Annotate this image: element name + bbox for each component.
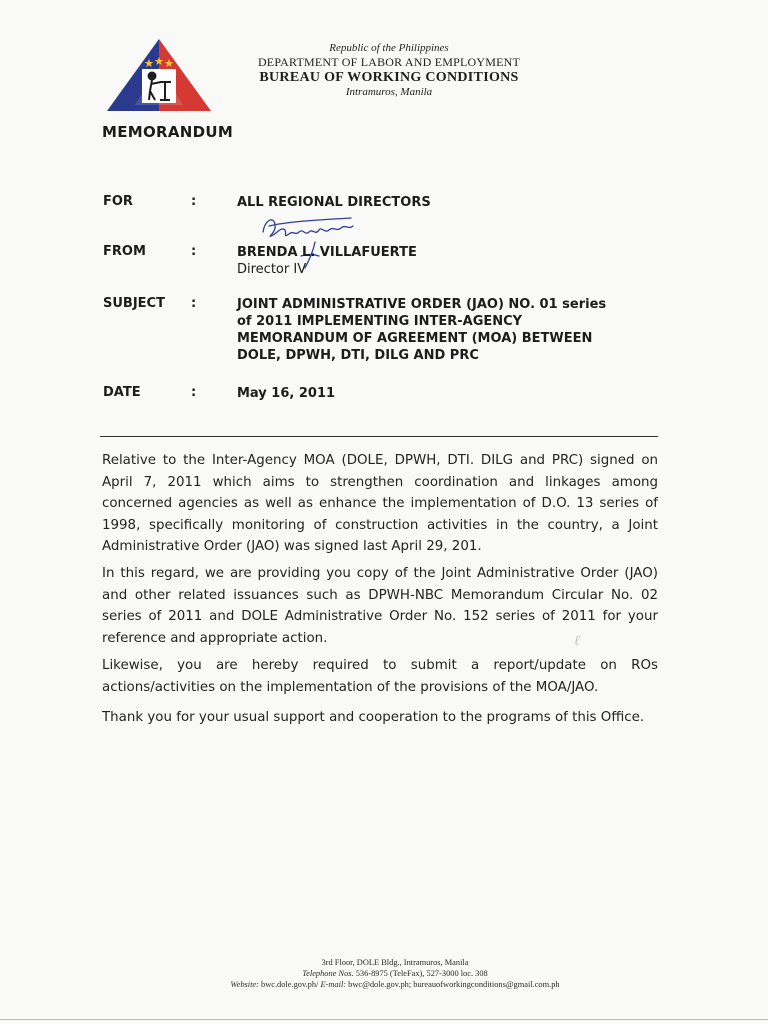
footer-telephone — [110, 968, 680, 979]
footer-address: 3rd Floor, DOLE Bldg., Intramuros, Manila — [321, 958, 469, 967]
body-paragraph-1: Relative to the Inter-Agency MOA (DOLE, DPWH, DTI. DILG and PRC) signed on April 7, 2011 which aims to strengthen coordination and linkages among concerned agencies as well as enhance the implementation of D.O. 13 series of 1998, specifically monitoring of construction activities in the country, a Joint Administrative Order (JAO) was signed last April 29, 201. — [102, 453, 658, 554]
from-label: FROM — [103, 244, 146, 259]
date-value: May 16, 2011 — [237, 386, 336, 401]
subject-colon: : — [191, 296, 197, 311]
for-colon: : — [191, 194, 197, 209]
for-value: ALL REGIONAL DIRECTORS — [237, 195, 431, 210]
from-position: Director IV — [237, 262, 307, 277]
body-paragraph-3: Likewise, you are hereby required to submit a report/update on ROs actions/activities on the implementation of the provisions of the MOA/JAO. — [102, 658, 658, 695]
republic-line: Republic of the Philippines — [329, 42, 449, 54]
date-label: DATE — [103, 385, 141, 400]
subject-line: of 2011 IMPLEMENTING INTER-AGENCY — [237, 314, 523, 329]
department-line: DEPARTMENT OF LABOR AND EMPLOYMENT — [257, 55, 521, 69]
for-label: FOR — [103, 194, 133, 209]
subject-label: SUBJECT — [103, 296, 165, 311]
website-link[interactable]: bwc.dole.gov.ph/ — [261, 980, 319, 989]
bureau-line: BUREAU OF WORKING CONDITIONS — [259, 70, 519, 85]
body-paragraph-4: Thank you for your usual support and cooperation to the programs of this Office. — [102, 710, 645, 725]
stray-pen-mark: ℓ — [574, 634, 580, 649]
memo-title: MEMORANDUM — [102, 123, 234, 141]
location-line: Intramuros, Manila — [345, 86, 433, 98]
subject-line: JOINT ADMINISTRATIVE ORDER (JAO) NO. 01 series — [237, 297, 607, 312]
email-link[interactable]: bwc@dole.gov.ph; bureauofworkingconditions@gmail.com.ph — [348, 980, 560, 989]
header-divider — [100, 436, 658, 437]
footer-contact — [110, 979, 680, 990]
website-label: Website: — [230, 980, 259, 989]
subject-value — [237, 296, 606, 364]
letterhead — [250, 42, 528, 99]
body-paragraph-2: In this regard, we are providing you copy of the Joint Administrative Order (JAO) and other related issuances such as DPWH-NBC Memorandum Circular No. 02 series of 2011 and DOLE Administrative Order No. 152 series of 2011 for your reference and appropriate action. — [102, 566, 658, 646]
scan-edge-line — [0, 1019, 768, 1020]
subject-line: DOLE, DPWH, DTI, DILG AND PRC — [237, 348, 479, 363]
date-colon: : — [191, 385, 197, 400]
subject-line: MEMORANDUM OF AGREEMENT (MOA) BETWEEN — [237, 331, 593, 346]
telephone-value: 536-8975 (TeleFax), 527-3000 loc. 308 — [355, 969, 488, 978]
telephone-label: Telephone Nos. — [302, 969, 354, 978]
footer — [110, 957, 680, 990]
bwc-logo — [105, 37, 213, 113]
from-value: BRENDA L. VILLAFUERTE — [237, 245, 417, 260]
email-label: E-mail: — [320, 980, 347, 989]
from-colon: : — [191, 244, 197, 259]
